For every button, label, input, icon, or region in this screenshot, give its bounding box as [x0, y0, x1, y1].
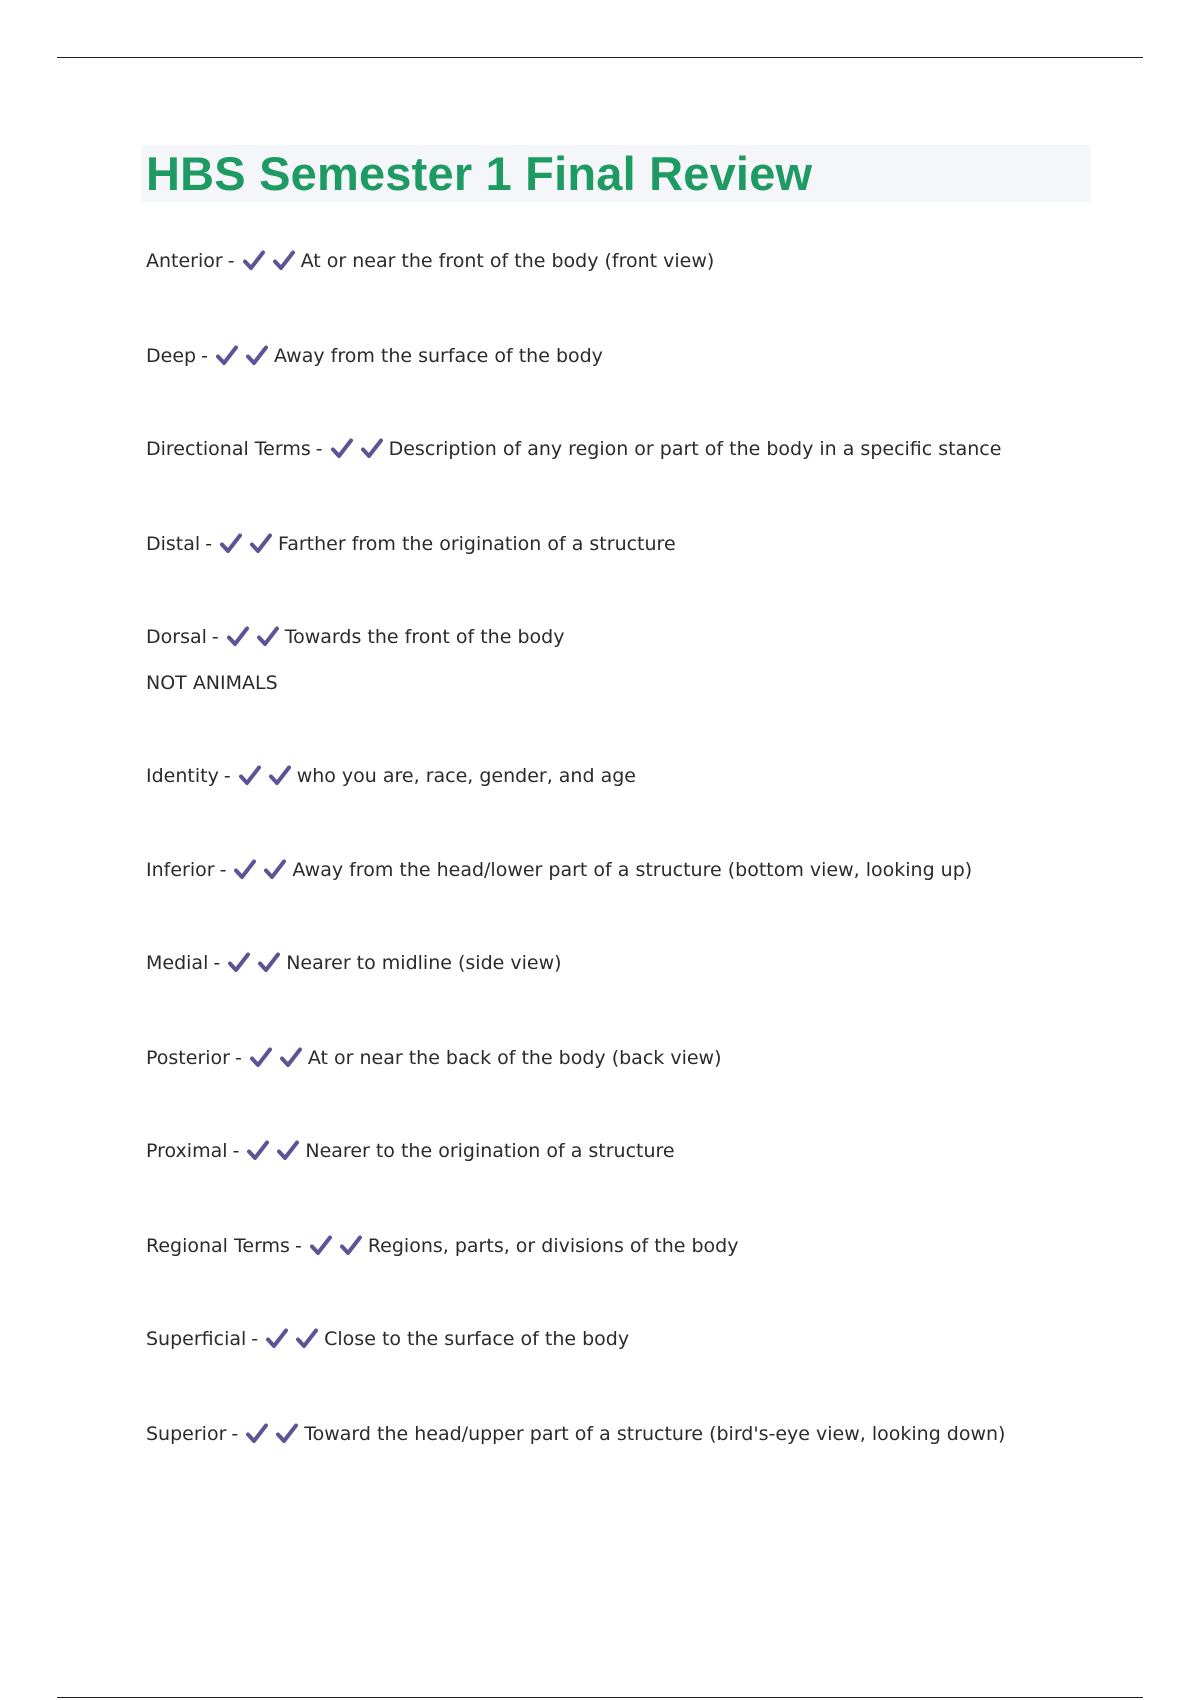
entry-note: NOT ANIMALS — [146, 672, 278, 694]
footer-rule — [57, 1697, 1143, 1698]
glossary-entry — [146, 624, 564, 650]
entry-separator: - — [201, 345, 208, 367]
glossary-entry — [146, 1138, 675, 1164]
checkmark-icon — [244, 343, 270, 369]
entry-definition: At or near the front of the body (front view) — [300, 250, 715, 272]
checkmark-icon — [255, 624, 281, 650]
entry-definition: Nearer to midline (side view) — [286, 952, 562, 974]
entry-term: Deep — [146, 345, 197, 367]
entry-term: Superior — [146, 1423, 227, 1445]
check-marks — [218, 531, 274, 557]
check-marks — [237, 763, 293, 789]
entry-separator: - — [223, 765, 231, 787]
checkmark-icon — [256, 950, 282, 976]
checkmark-icon — [308, 1233, 334, 1259]
entry-definition: Away from the head/lower part of a structure (bottom view, looking up) — [292, 859, 973, 881]
check-marks — [264, 1326, 320, 1352]
checkmark-icon — [271, 248, 297, 274]
checkmark-icon — [248, 1045, 274, 1071]
checkmark-icon — [264, 1326, 290, 1352]
entry-term: Medial — [146, 952, 209, 974]
checkmark-icon — [294, 1326, 320, 1352]
glossary-entry — [146, 1045, 721, 1071]
checkmark-icon — [244, 1421, 270, 1447]
checkmark-icon — [214, 343, 240, 369]
checkmark-icon — [267, 763, 293, 789]
entry-definition: At or near the back of the body (back view) — [307, 1047, 722, 1069]
checkmark-icon — [262, 857, 288, 883]
checkmark-icon — [329, 436, 355, 462]
glossary-entry — [146, 343, 603, 369]
entry-separator: - — [234, 1047, 242, 1069]
entry-term: Distal — [146, 533, 201, 555]
checkmark-icon — [232, 857, 258, 883]
checkmark-icon — [245, 1138, 271, 1164]
checkmark-icon — [226, 950, 252, 976]
entry-definition: Nearer to the origination of a structure — [305, 1140, 675, 1162]
checkmark-icon — [225, 624, 251, 650]
check-marks — [241, 248, 297, 274]
checkmark-icon — [248, 531, 274, 557]
entry-separator: - — [232, 1140, 240, 1162]
glossary-entry — [146, 857, 972, 883]
entry-separator: - — [219, 859, 227, 881]
checkmark-icon — [218, 531, 244, 557]
glossary-entry — [146, 248, 714, 274]
entry-definition: Regions, parts, or divisions of the body — [367, 1235, 739, 1257]
glossary-entry — [146, 763, 636, 789]
check-marks — [214, 343, 270, 369]
entry-term: Proximal — [146, 1140, 228, 1162]
entry-definition: Away from the surface of the body — [273, 345, 603, 367]
entry-definition: Description of any region or part of the body in a specific stance — [388, 438, 1002, 460]
check-marks — [308, 1233, 364, 1259]
entry-definition: Close to the surface of the body — [324, 1328, 630, 1350]
glossary-entry — [146, 436, 1001, 462]
checkmark-icon — [237, 763, 263, 789]
glossary-entry — [146, 1421, 1005, 1447]
checkmark-icon — [241, 248, 267, 274]
header-rule — [57, 57, 1143, 58]
glossary-entry — [146, 531, 676, 557]
entry-separator: - — [294, 1235, 302, 1257]
entry-definition: Farther from the origination of a structure — [278, 533, 676, 555]
entry-separator: - — [251, 1328, 259, 1350]
entry-separator: - — [315, 438, 323, 460]
glossary-entry — [146, 1326, 629, 1352]
entry-term: Dorsal — [146, 626, 207, 648]
glossary-entry — [146, 1233, 738, 1259]
checkmark-icon — [274, 1421, 300, 1447]
entry-definition: Toward the head/upper part of a structure (bird's-eye view, looking down) — [304, 1423, 1006, 1445]
checkmark-icon — [338, 1233, 364, 1259]
check-marks — [225, 624, 281, 650]
entry-term: Regional Terms — [146, 1235, 290, 1257]
entry-definition: Towards the front of the body — [284, 626, 565, 648]
entry-separator: - — [205, 533, 213, 555]
entry-term: Posterior — [146, 1047, 230, 1069]
entry-separator: - — [227, 250, 235, 272]
entry-term: Identity — [146, 765, 219, 787]
entry-term: Directional Terms — [146, 438, 311, 460]
check-marks — [329, 436, 385, 462]
checkmark-icon — [275, 1138, 301, 1164]
entry-separator: - — [211, 626, 219, 648]
check-marks — [248, 1045, 304, 1071]
entry-term: Superficial — [146, 1328, 247, 1350]
check-marks — [245, 1138, 301, 1164]
entry-term: Inferior — [146, 859, 215, 881]
checkmark-icon — [278, 1045, 304, 1071]
check-marks — [244, 1421, 300, 1447]
check-marks — [226, 950, 282, 976]
entry-separator: - — [231, 1423, 239, 1445]
entry-separator: - — [213, 952, 221, 974]
checkmark-icon — [359, 436, 385, 462]
entry-term: Anterior — [146, 250, 223, 272]
glossary-entry — [146, 950, 562, 976]
check-marks — [232, 857, 288, 883]
entry-definition: who you are, race, gender, and age — [296, 765, 636, 787]
document-title: HBS Semester 1 Final Review — [146, 147, 813, 200]
